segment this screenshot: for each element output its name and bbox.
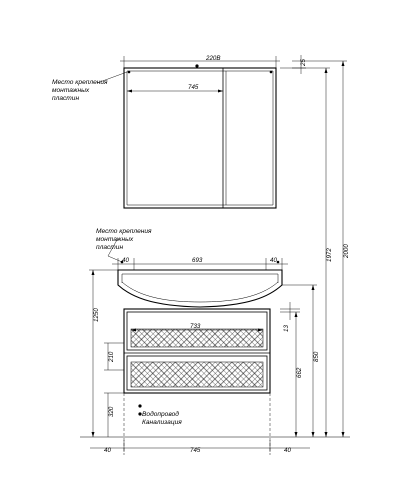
vanity-right-dims — [280, 285, 320, 437]
mount-note-bottom-line3: пластин — [96, 244, 124, 251]
dim-25: 25 — [300, 59, 307, 66]
mount-note-top-line3: пластин — [52, 95, 80, 102]
dim-320: 320 — [108, 406, 115, 417]
sewage-label: Канализация — [142, 419, 182, 426]
mount-note-bottom-line2: монтажных — [96, 236, 134, 243]
water-supply-label: Водопровод — [142, 411, 179, 418]
water-supply-point — [138, 404, 141, 407]
dim-733: 733 — [190, 323, 201, 330]
dim-40-bottom-left: 40 — [104, 447, 111, 454]
mount-note-top-line2: монтажных — [52, 87, 90, 94]
mirror-cabinet — [124, 64, 276, 208]
dim-210: 210 — [108, 351, 115, 362]
top-dimensions — [120, 55, 307, 93]
vanity-cabinet — [118, 261, 282, 416]
dim-40-left: 40 — [122, 257, 129, 264]
dim-662: 662 — [296, 367, 303, 378]
basin-top — [118, 270, 282, 307]
dim-850: 850 — [313, 351, 320, 362]
dim-745-bottom: 745 — [190, 447, 201, 454]
dim-1972: 1972 — [326, 248, 333, 262]
vanity-horizontal-dims — [90, 257, 310, 454]
cabinet-outline — [124, 68, 276, 208]
mount-note-top — [52, 72, 127, 102]
dim-1250: 1250 — [93, 308, 100, 322]
dim-2000: 2000 — [343, 244, 350, 258]
dim-745-top: 745 — [188, 84, 199, 91]
dim-40-bottom-right: 40 — [284, 447, 291, 454]
power-outlet-marker — [195, 64, 198, 67]
vanity-left-dims — [89, 270, 124, 437]
mount-note-bottom-line1: Место крепления — [96, 228, 152, 235]
dim-220v: 220В — [206, 55, 221, 62]
dim-13: 13 — [283, 325, 290, 332]
mount-note-top-line1: Место крепления — [52, 79, 108, 86]
dim-693: 693 — [192, 257, 203, 264]
pipe-notes — [142, 410, 182, 426]
dim-40-right: 40 — [270, 257, 277, 264]
